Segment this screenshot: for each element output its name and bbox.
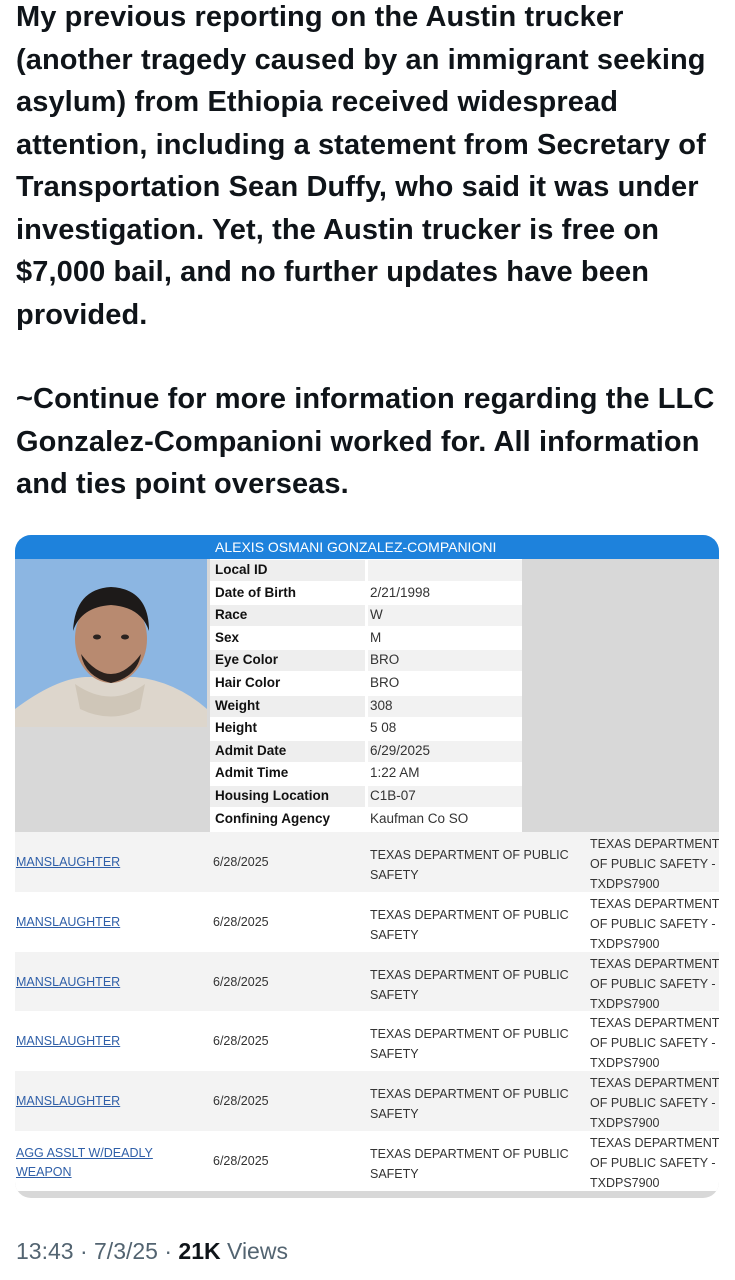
charge-offense-link[interactable]: MANSLAUGHTER <box>16 1034 121 1049</box>
charge-row <box>15 892 719 952</box>
info-row-admit-date: Admit Date 6/29/2025 <box>210 740 522 763</box>
charge-agency: TEXAS DEPARTMENT OF PUBLIC SAFETY <box>370 1027 569 1062</box>
record-header <box>15 535 719 559</box>
info-row-hair-color: Hair Color BRO <box>215 675 400 690</box>
inmate-name: ALEXIS OSMANI GONZALEZ-COMPANIONI <box>215 539 497 555</box>
post-meta: 13:43 · 7/3/25 · 21K Views <box>16 1238 288 1264</box>
charge-org: TEXAS DEPARTMENT OF PUBLIC SAFETY - TXDPS7900 <box>590 1016 719 1071</box>
info-row-dob: Date of Birth 2/21/1998 <box>215 584 431 600</box>
info-row-race: Race W <box>210 604 522 627</box>
info-row-height: Height 5 08 <box>215 720 397 736</box>
info-row-eye-color: Eye Color BRO <box>210 649 522 672</box>
charge-agency: TEXAS DEPARTMENT OF PUBLIC SAFETY <box>370 967 569 1002</box>
booking-record-image[interactable] <box>15 535 719 1198</box>
charge-row <box>15 832 719 892</box>
charge-offense-link[interactable]: MANSLAUGHTER <box>16 914 121 929</box>
post-time: 13:43 <box>16 1238 74 1264</box>
mugshot-photo <box>15 559 207 727</box>
charge-org: TEXAS DEPARTMENT OF PUBLIC SAFETY - TXDPS7900 <box>590 1076 719 1131</box>
charge-date: 6/28/2025 <box>213 974 269 989</box>
views-count: 21K <box>178 1238 221 1264</box>
info-row-confining-agency: Confining Agency Kaufman Co SO <box>215 810 469 826</box>
charge-row <box>15 952 719 1012</box>
inmate-info-table <box>210 559 522 836</box>
charge-org: TEXAS DEPARTMENT OF PUBLIC SAFETY - TXDPS7900 <box>590 837 719 891</box>
charge-offense-link[interactable]: MANSLAUGHTER <box>16 1094 121 1109</box>
charge-date: 6/28/2025 <box>213 1034 269 1049</box>
info-row-weight: Weight 308 <box>210 695 522 718</box>
charge-agency: TEXAS DEPARTMENT OF PUBLIC SAFETY <box>370 1147 569 1181</box>
charge-org: TEXAS DEPARTMENT OF PUBLIC SAFETY - TXDPS7900 <box>590 1136 719 1190</box>
info-row-sex: Sex M <box>215 629 382 645</box>
charge-agency: TEXAS DEPARTMENT OF PUBLIC SAFETY <box>370 907 569 942</box>
post-paragraph-1: My previous reporting on the Austin trucker (another tragedy caused by an immigrant seeking asylum) from Ethiopia received widespread attention, including a statement from Secretary of Transportation Sean Duffy, who said it was under investigation. Yet, the Austin trucker is free on $7,000 bail, and no further updates have been provided. <box>16 1 706 331</box>
charges-table <box>15 832 719 1198</box>
charge-row <box>15 1011 719 1071</box>
charge-date: 6/28/2025 <box>213 914 269 929</box>
charge-row <box>15 1071 719 1131</box>
charge-offense-link[interactable]: MANSLAUGHTER <box>16 974 121 989</box>
info-row-admit-time: Admit Time 1:22 AM <box>215 765 420 781</box>
charge-date: 6/28/2025 <box>213 855 269 869</box>
charge-org: TEXAS DEPARTMENT OF PUBLIC SAFETY - TXDPS7900 <box>590 896 719 951</box>
post-text <box>16 0 721 506</box>
charge-agency: TEXAS DEPARTMENT OF PUBLIC SAFETY <box>370 848 569 882</box>
charge-org: TEXAS DEPARTMENT OF PUBLIC SAFETY - TXDPS7900 <box>590 956 719 1011</box>
charge-row <box>15 1131 719 1191</box>
charge-offense-link[interactable]: MANSLAUGHTER <box>16 855 121 869</box>
post-paragraph-2: ~Continue for more information regarding the LLC Gonzalez-Companioni worked for. All information and ties point overseas. <box>16 383 715 500</box>
charge-offense-link[interactable]: AGG ASSLT W/DEADLY WEAPON <box>16 1146 153 1179</box>
charge-date: 6/28/2025 <box>213 1154 269 1168</box>
charge-date: 6/28/2025 <box>213 1094 269 1109</box>
info-row-housing-location: Housing Location C1B-07 <box>210 785 522 808</box>
charge-agency: TEXAS DEPARTMENT OF PUBLIC SAFETY <box>370 1087 569 1122</box>
info-row-local-id: Local ID <box>210 559 522 582</box>
views-label: Views <box>227 1238 288 1264</box>
post-date: 7/3/25 <box>94 1238 158 1264</box>
